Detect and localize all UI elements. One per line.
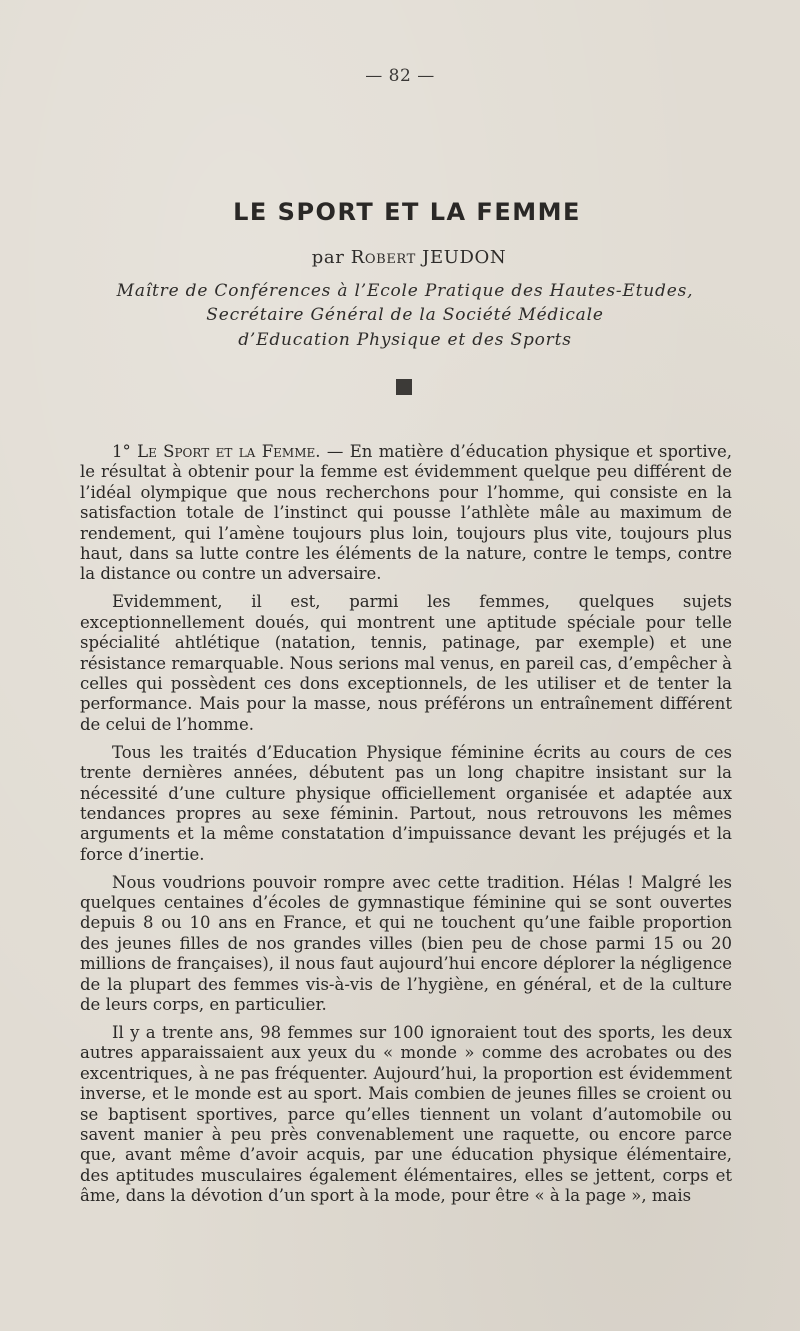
- author-first-name: Robert: [350, 247, 416, 268]
- section-ornament-square: [396, 379, 412, 395]
- article-body: [80, 442, 732, 1214]
- author-line: [0, 247, 800, 268]
- paragraph-5: Il y a trente ans, 98 femmes sur 100 ignoraient tout des sports, les deux autres apparaissaient aux yeux du « monde » comme des acrobates ou des excentriques, à ne pas fréquenter. Aujourd’hui, la proportion est évidemment inverse, et le monde est au sport. Mais combien de jeunes filles se croient ou se baptisent sportives, parce qu’elles tiennent un volant d’automobile ou savent manier à peu près convenablement une raquette, ou encore parce que, avant même d’avoir acquis, par une éducation physique élémentaire, des aptitudes musculaires également élémentaires, elles se jettent, corps et âme, dans la dévotion d’un sport à la mode, pour être « à la page », mais: [80, 1022, 732, 1206]
- page-number: — 82 —: [365, 66, 435, 86]
- paragraph-3: Tous les traités d’Education Physique féminine écrits au cours de ces trente dernières années, débutent pas un long chapitre insistant sur la nécessité d’une culture physique officiellement organisée et adaptée aux tendances propres au sexe féminin. Partout, nous retrouvons les mêmes arguments et la même constatation d’impuissance devant les préjugés et la force d’inertie.: [80, 742, 732, 864]
- section-heading: 1° Le Sport et la Femme.: [112, 442, 321, 461]
- author-prefix: par: [311, 247, 345, 268]
- paragraph-2: Evidemment, il est, parmi les femmes, quelques sujets exceptionnellement doués, qui montrent une aptitude spéciale pour telle spécialité ahtlétique (natation, tennis, patinage, par exemple) et une résistance remarquable. Nous serions mal venus, en pareil cas, d’empêcher à celles qui possèdent ces dons exceptionnels, de les utiliser et de tenter la performance. Mais pour la masse, nous préférons un entraînement différent de celui de l’homme.: [80, 592, 732, 734]
- author-last-name: JEUDON: [422, 247, 507, 268]
- article-title: LE SPORT ET LA FEMME: [233, 198, 581, 226]
- affiliation-line-3: d’Education Physique et des Sports: [238, 330, 572, 350]
- paragraph-1: [80, 442, 732, 585]
- paragraph-1-text: — En matière d’éducation physique et sportive, le résultat à obtenir pour la femme est évidemment quelque peu différent de l’idéal olympique que nous recherchons pour l’homme, qui consiste en la satisfaction totale de l’instinct qui pousse l’athlète mâle au maximum de rendement, qui l’amène toujours plus loin, toujours plus vite, toujours plus haut, dans sa lutte contre les éléments de la nature, contre le temps, contre la distance ou contre un adversaire.: [80, 442, 732, 584]
- affiliation-line-1: Maître de Conférences à l’Ecole Pratique des Hautes-Etudes,: [116, 281, 694, 301]
- paragraph-4: Nous voudrions pouvoir rompre avec cette tradition. Hélas ! Malgré les quelques centaines d’écoles de gymnastique féminine qui se sont ouvertes depuis 8 ou 10 ans en France, et qui ne touchent qu’une faible proportion des jeunes filles de nos grandes villes (bien peu de chose parmi 15 ou 20 millions de françaises), il nous faut aujourd’hui encore déplorer la négligence de la plupart des femmes vis-à-vis de l’hygiène, en général, et de la culture de leurs corps, en particulier.: [80, 872, 732, 1015]
- affiliation-line-2: Secrétaire Général de la Société Médicale: [206, 305, 604, 325]
